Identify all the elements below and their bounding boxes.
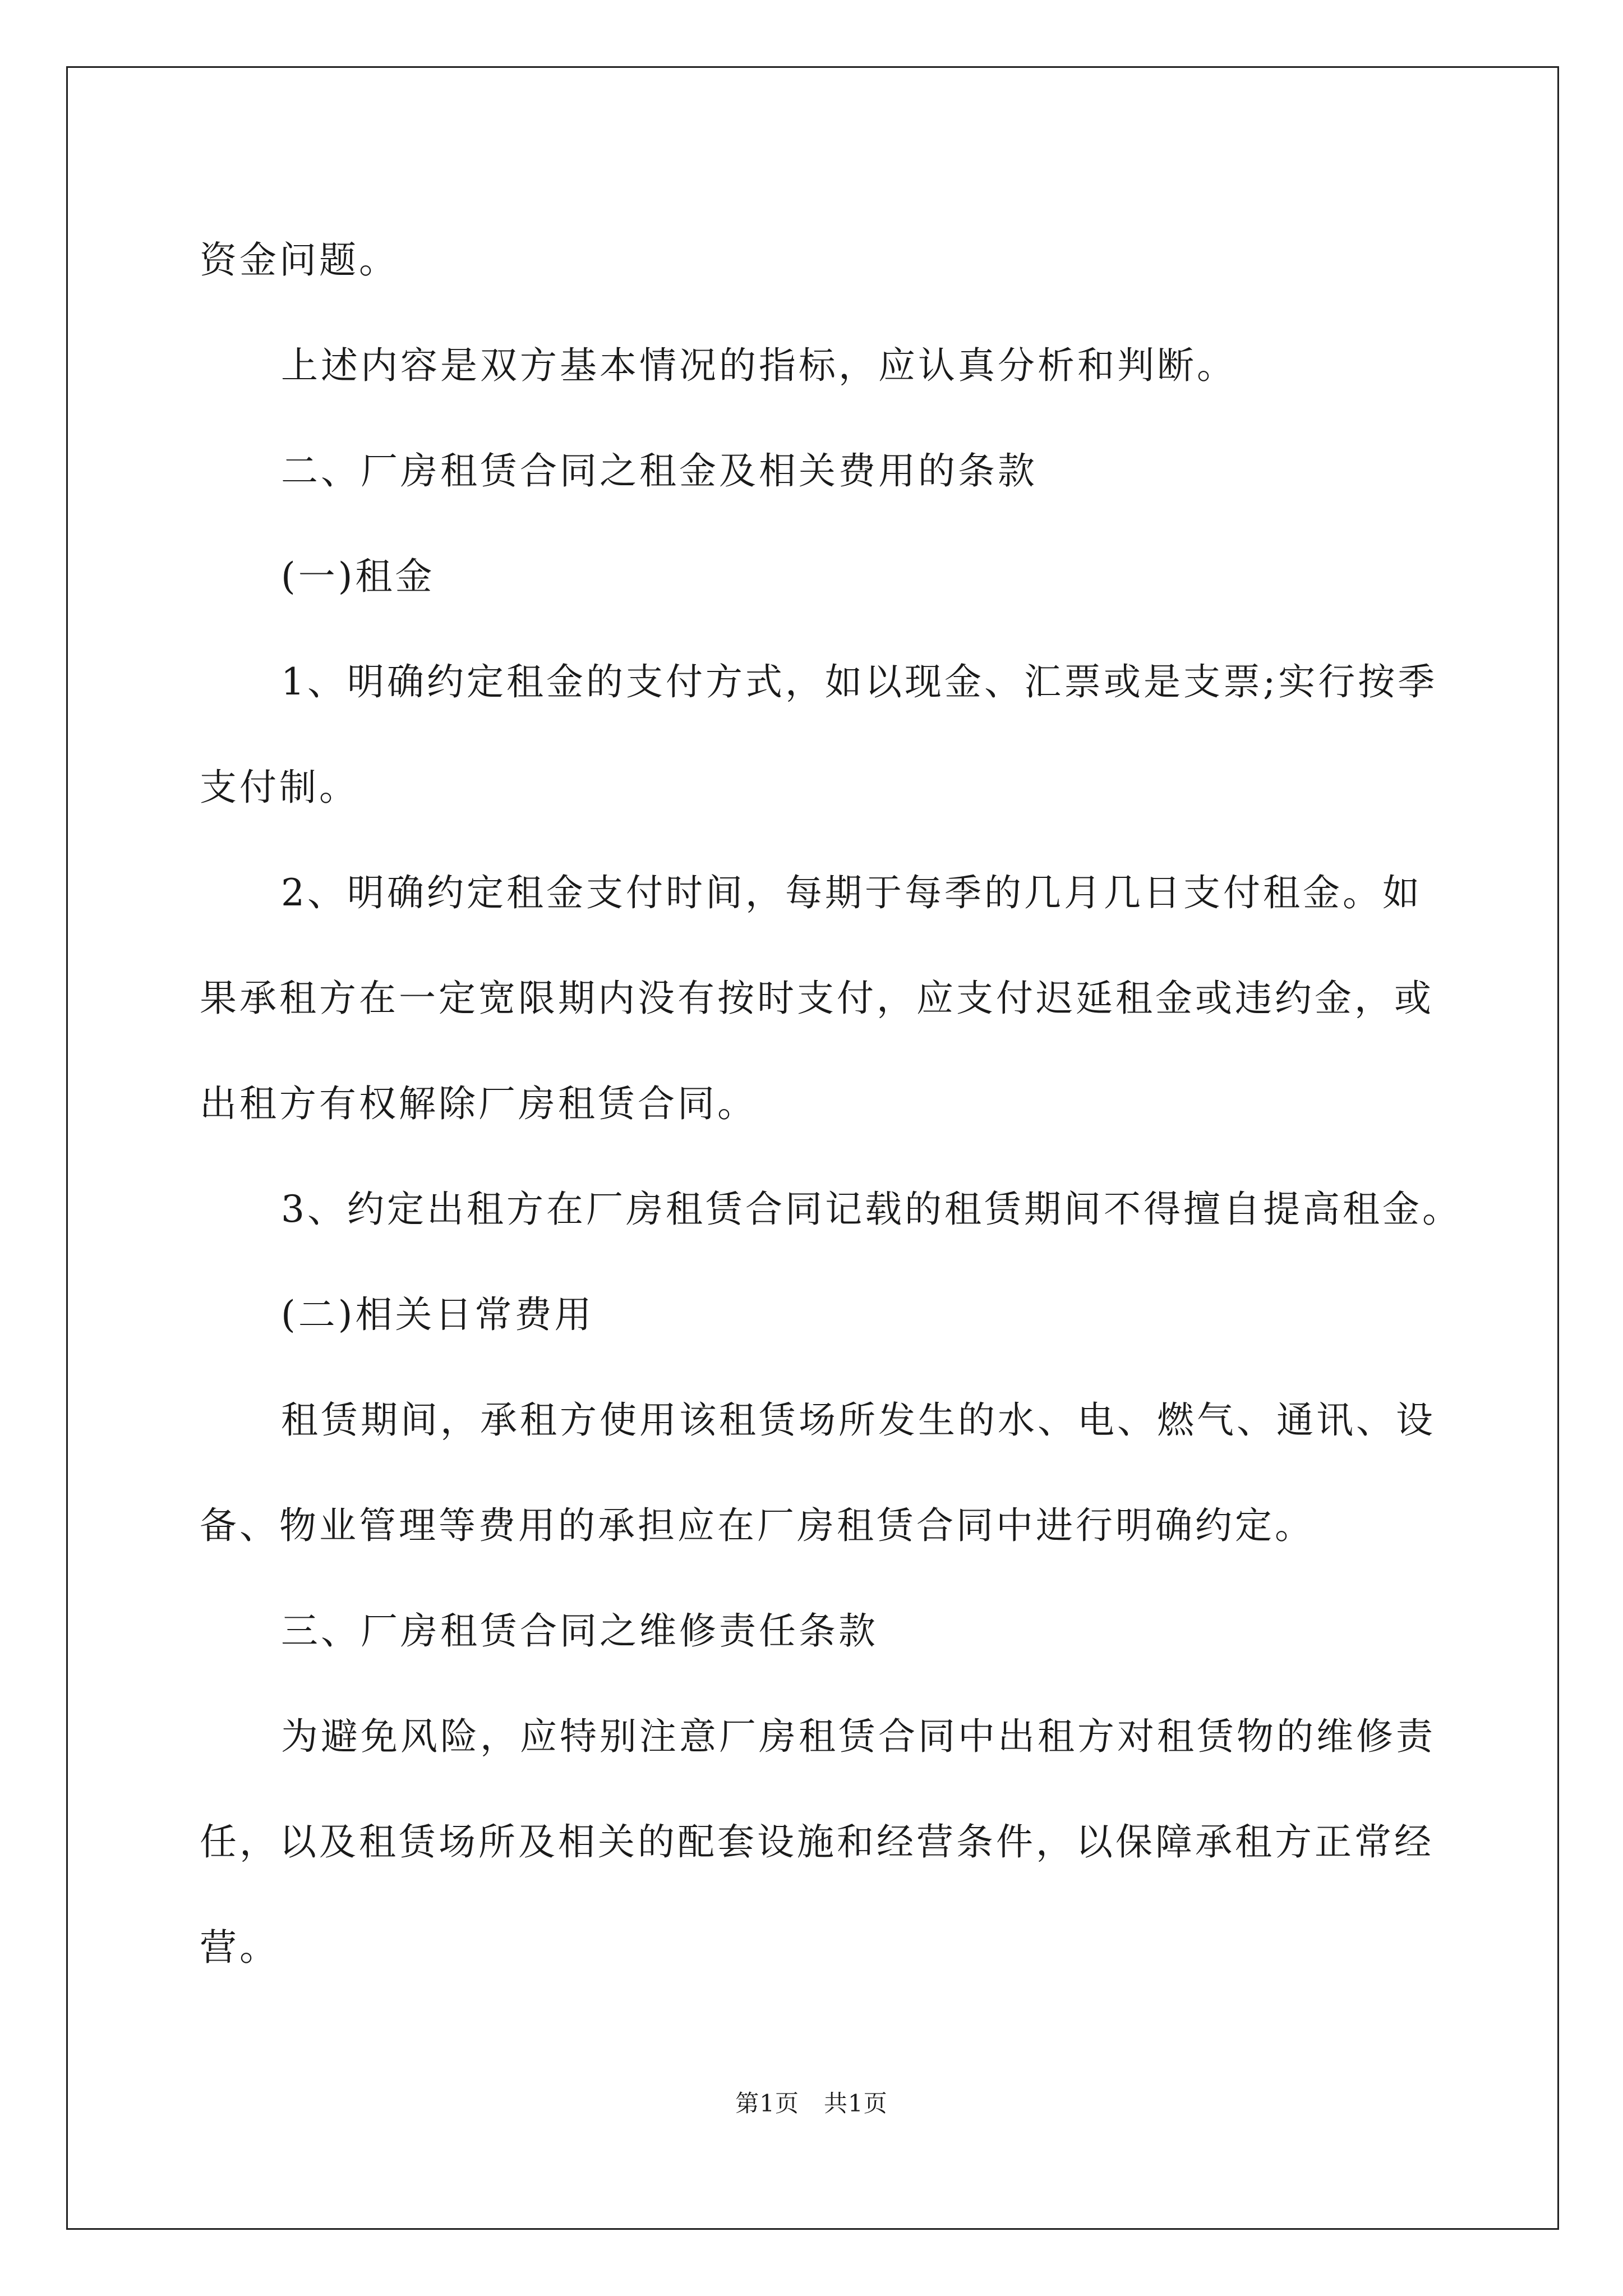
subsection-heading: (二)相关日常费用 <box>281 1293 594 1336</box>
paragraph: 1、明确约定租金的支付方式，如以现金、汇票或是支票;实行按季支付制。 <box>200 660 1438 809</box>
paragraph: 为避免风险，应特别注意厂房租赁合同中出租方对租赁物的维修责任，以及租赁场所及相关的配套设施和经营条件，以保障承租方正常经营。 <box>200 1715 1436 1969</box>
subsection-heading: (一)租金 <box>281 555 435 598</box>
section-heading: 三、厂房租赁合同之维修责任条款 <box>281 1609 878 1653</box>
paragraph: 3、约定出租方在厂房租赁合同记载的租赁期间不得擅自提高租金。 <box>281 1188 1462 1231</box>
page-number: 第1页 <box>735 2090 799 2117</box>
paragraph: 租赁期间，承租方使用该租赁场所发生的水、电、燃气、通讯、设备、物业管理等费用的承担应在厂房租赁合同中进行明确约定。 <box>200 1398 1436 1547</box>
document-body <box>200 208 1462 2000</box>
page-footer <box>0 2085 1623 2119</box>
paragraph: 资金问题。 <box>200 238 399 282</box>
section-heading: 二、厂房租赁合同之租金及相关费用的条款 <box>281 449 1038 493</box>
paragraph: 2、明确约定租金支付时间，每期于每季的几月几日支付租金。如果承租方在一定宽限期内没有按时支付，应支付迟延租金或违约金，或出租方有权解除厂房租赁合同。 <box>200 871 1434 1125</box>
paragraph: 上述内容是双方基本情况的指标，应认真分析和判断。 <box>281 344 1237 387</box>
page-count: 共1页 <box>824 2090 888 2117</box>
